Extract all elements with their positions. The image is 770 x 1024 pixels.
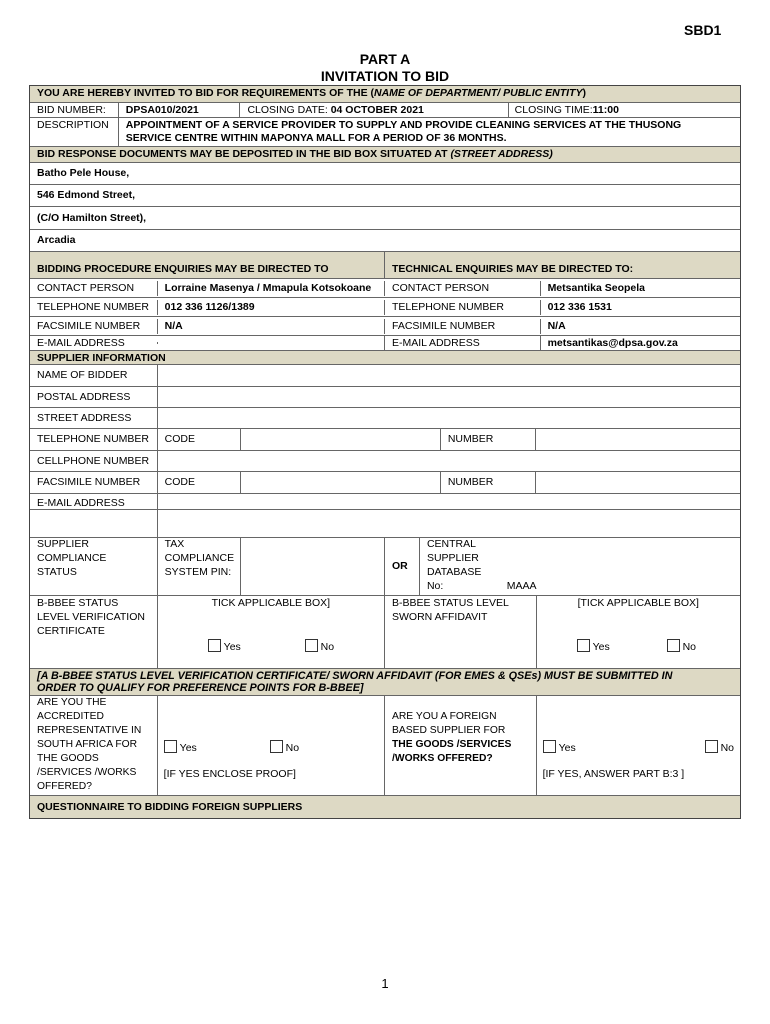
street-address-label: STREET ADDRESS: [37, 411, 132, 424]
postal-address-label: POSTAL ADDRESS: [37, 390, 131, 403]
postal-address-row: [30, 386, 740, 407]
description-value: [118, 118, 740, 146]
contact-row: [30, 278, 740, 297]
invite-row: [30, 86, 740, 102]
csd-label: CENTRAL SUPPLIER DATABASE No:: [419, 538, 501, 595]
deposit-text: BID RESPONSE DOCUMENTS MAY BE DEPOSITED IN THE BID BOX SITUATED AT: [37, 148, 451, 160]
facsimile-code-label: CODE: [157, 472, 241, 493]
compliance-row: [30, 537, 740, 595]
bbbee-cert-yes-option[interactable]: Yes: [208, 639, 241, 654]
deposit-row: [30, 146, 740, 162]
tick-right-label: [TICK APPLICABLE BOX]: [577, 597, 699, 609]
cellphone-label: CELLPHONE NUMBER: [37, 454, 150, 467]
closing-time-value[interactable]: 11:00: [592, 104, 619, 116]
supplier-telephone-label: TELEPHONE NUMBER: [37, 433, 150, 445]
tech-contact-label: CONTACT PERSON: [384, 281, 540, 296]
if-yes-proof-note: [IF YES ENCLOSE PROOF]: [163, 768, 296, 780]
cellphone-input[interactable]: [157, 451, 740, 471]
bbbee-affidavit-no-option[interactable]: No: [667, 639, 696, 654]
checkbox-icon[interactable]: [543, 740, 556, 753]
questionnaire-row: [30, 795, 740, 818]
bidder-name-row: [30, 364, 740, 386]
tech-telephone-label: TELEPHONE NUMBER: [384, 300, 540, 315]
telephone-number-label: NUMBER: [440, 429, 535, 450]
closing-date-cell: [239, 103, 507, 117]
bidding-telephone-value: 012 336 1126/1389: [157, 300, 384, 315]
checkbox-icon[interactable]: [667, 639, 680, 652]
checkbox-icon[interactable]: [577, 639, 590, 652]
bbbee-row: [30, 595, 740, 668]
closing-date-value[interactable]: 04 OCTOBER 2021: [330, 104, 424, 116]
facsimile-number-input[interactable]: [535, 472, 740, 493]
tech-contact-value: Metsantika Seopela: [540, 281, 740, 296]
description-row: [30, 117, 740, 146]
supplier-email-row: [30, 493, 740, 509]
vat-row: [30, 509, 740, 537]
email-label: E-MAIL ADDRESS: [37, 336, 125, 349]
description-label: DESCRIPTION: [37, 119, 109, 131]
tech-facsimile-value: N/A: [540, 319, 740, 334]
contact-label: CONTACT PERSON: [37, 281, 135, 294]
foreign-supplier-label: ARE YOU A FOREIGN BASED SUPPLIER FOR THE GOODS /SERVICES /WORKS OFFERED?: [384, 696, 536, 795]
telephone-label: TELEPHONE NUMBER: [37, 300, 150, 313]
description-line-1: APPOINTMENT OF A SERVICE PROVIDER TO SUPPLY AND PROVIDE CLEANING SERVICES AT THE THUSONG: [125, 119, 682, 131]
bidding-email-value: [157, 342, 384, 344]
tax-pin-label: TAX COMPLIANCE SYSTEM PIN:: [157, 538, 241, 595]
tech-facsimile-label: FACSIMILE NUMBER: [384, 319, 540, 334]
bidding-contact-value: Lorraine Masenya / Mmapula Kotsokoane: [157, 281, 384, 296]
bidder-name-input[interactable]: [157, 365, 740, 386]
supplier-facsimile-row: [30, 471, 740, 493]
closing-time-cell: [508, 103, 740, 117]
telephone-code-input[interactable]: [240, 429, 439, 450]
invite-entity: NAME OF DEPARTMENT/ PUBLIC ENTITY: [374, 87, 583, 99]
bidder-name-label: NAME OF BIDDER: [37, 369, 128, 381]
supplier-telephone-row: [30, 428, 740, 450]
accredited-no-option[interactable]: No: [270, 740, 299, 755]
supplier-header: SUPPLIER INFORMATION: [37, 352, 166, 364]
foreign-no-option[interactable]: No: [705, 740, 734, 755]
enquiries-header-row: [30, 251, 740, 278]
bbbee-affidavit-yes-option[interactable]: Yes: [577, 639, 610, 654]
address-line-1: Batho Pele House,: [30, 162, 740, 184]
bidding-facsimile-value: N/A: [157, 319, 384, 334]
questionnaire-header: QUESTIONNAIRE TO BIDDING FOREIGN SUPPLIERS: [37, 800, 303, 813]
address-line-4: Arcadia: [30, 229, 740, 251]
checkbox-icon[interactable]: [305, 639, 318, 652]
telephone-number-input[interactable]: [535, 429, 740, 450]
tax-pin-input[interactable]: [240, 538, 384, 595]
invite-prefix: YOU ARE HEREBY INVITED TO BID FOR REQUIREMENTS OF THE (: [37, 87, 374, 99]
or-label: OR: [384, 538, 419, 595]
facsimile-code-input[interactable]: [240, 472, 439, 493]
supplier-email-input[interactable]: [157, 494, 740, 509]
technical-enquiries-header: TECHNICAL ENQUIRIES MAY BE DIRECTED TO:: [384, 251, 740, 278]
foreign-yes-option[interactable]: Yes: [543, 740, 576, 755]
bid-form: [29, 85, 741, 819]
accredited-yes-option[interactable]: Yes: [164, 740, 197, 755]
bbbee-notice: [A B-BBEE STATUS LEVEL VERIFICATION CERTIFICATE/ SWORN AFFIDAVIT (FOR EMES & QSEs) MUST BE SUBMITTED IN ORDER TO QUALIFY FOR PREFERENCE POINTS FOR B-BBEE]: [37, 670, 673, 694]
bbbee-status-label: B-BBEE STATUS LEVEL VERIFICATION CERTIFICATE: [37, 597, 145, 637]
affidavit-label: B-BBEE STATUS LEVEL SWORN AFFIDAVIT: [384, 596, 536, 668]
checkbox-icon[interactable]: [270, 740, 283, 753]
deposit-address-hint: (STREET ADDRESS): [450, 148, 553, 160]
supplier-header-row: [30, 350, 740, 364]
checkbox-icon[interactable]: [164, 740, 177, 753]
checkbox-icon[interactable]: [705, 740, 718, 753]
form-code: SBD1: [684, 22, 722, 38]
description-line-2: SERVICE CENTRE WITHIN MAPONYA MALL FOR A PERIOD OF 36 MONTHS.: [125, 132, 507, 144]
closing-time-label: CLOSING TIME:: [514, 104, 593, 116]
invite-suffix: ): [582, 87, 586, 99]
if-yes-part-b-note: [IF YES, ANSWER PART B:3 ]: [542, 768, 685, 780]
telephone-row: [30, 297, 740, 316]
bbbee-certificate-options: [157, 596, 384, 668]
bid-number-row: [30, 102, 740, 117]
foreign-options: [536, 696, 740, 795]
street-address-row: [30, 407, 740, 428]
supplier-email-label: E-MAIL ADDRESS: [37, 497, 125, 509]
tech-email-value: metsantikas@dpsa.gov.za: [540, 336, 740, 351]
page-number: 1: [381, 976, 389, 991]
csd-input[interactable]: [501, 538, 740, 595]
facsimile-label: FACSIMILE NUMBER: [37, 319, 141, 332]
vat-label: [30, 510, 157, 537]
bbbee-affidavit-options: [536, 596, 740, 668]
accredited-options: [157, 696, 384, 795]
tick-left-label: TICK APPLICABLE BOX]: [211, 597, 331, 609]
accredited-label: ARE YOU THE ACCREDITED REPRESENTATIVE IN SOUTH AFRICA FOR THE GOODS /SERVICES /WORKS OFFERED?: [37, 697, 142, 792]
bid-number-value[interactable]: DPSA010/2021: [118, 103, 240, 117]
page-title: INVITATION TO BID: [320, 68, 450, 84]
street-address-input[interactable]: [157, 408, 740, 428]
email-row: [30, 335, 740, 350]
supplier-facsimile-label: FACSIMILE NUMBER: [37, 476, 141, 488]
facsimile-number-label: NUMBER: [440, 472, 535, 493]
compliance-label: SUPPLIER COMPLIANCE STATUS: [37, 538, 107, 578]
bidding-enquiries-header: BIDDING PROCEDURE ENQUIRIES MAY BE DIRECTED TO: [37, 263, 329, 275]
foreign-row: [30, 695, 740, 795]
closing-date-label: CLOSING DATE:: [247, 104, 328, 116]
tech-email-label: E-MAIL ADDRESS: [384, 336, 540, 351]
bbbee-cert-no-option[interactable]: No: [305, 639, 334, 654]
postal-address-input[interactable]: [157, 387, 740, 407]
address-line-2: 546 Edmond Street,: [30, 184, 740, 206]
facsimile-row: [30, 316, 740, 335]
vat-input[interactable]: [157, 510, 740, 537]
tech-telephone-value: 012 336 1531: [540, 300, 740, 315]
address-line-3: (C/O Hamilton Street),: [30, 206, 740, 229]
bid-number-label: BID NUMBER:: [37, 104, 106, 116]
checkbox-icon[interactable]: [208, 639, 221, 652]
cellphone-row: [30, 450, 740, 471]
telephone-code-label: CODE: [157, 429, 241, 450]
csd-prefix: MAAA: [506, 580, 537, 592]
bbbee-notice-row: [30, 668, 740, 695]
part-heading: PART A: [359, 51, 411, 67]
